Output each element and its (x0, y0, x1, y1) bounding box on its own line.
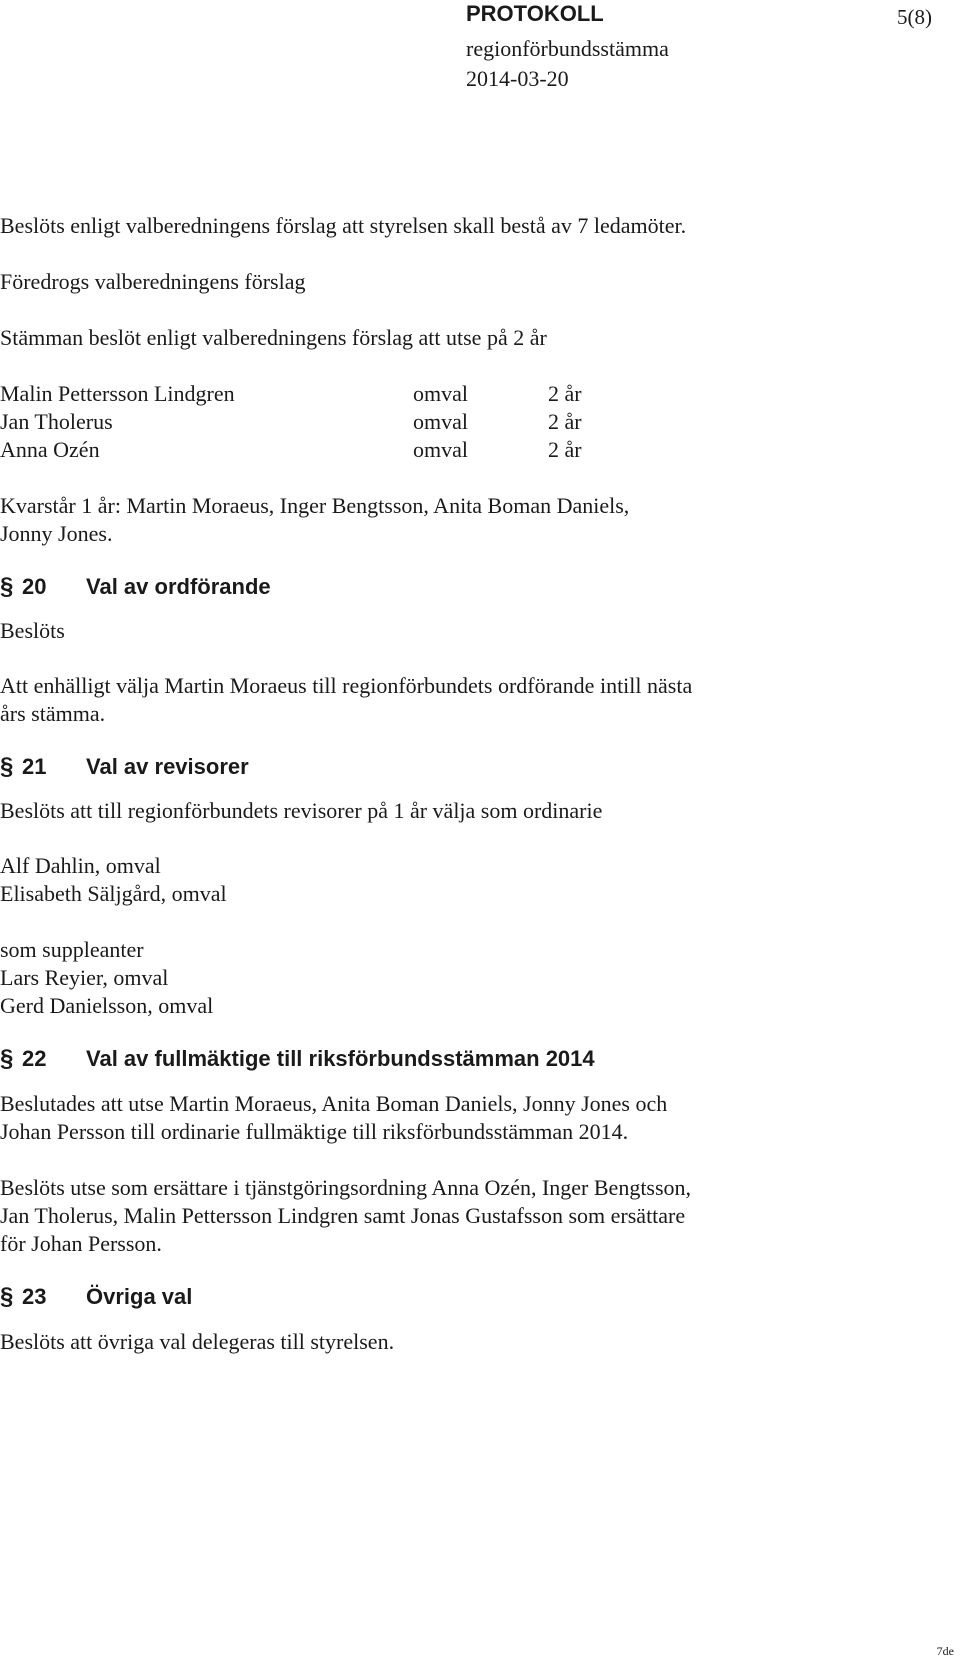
elected-row (0, 409, 800, 435)
elected-term: 2 år (548, 381, 582, 406)
deputies-label: som suppleanter (0, 937, 144, 962)
s20-decision-text-cont: års stämma. (0, 701, 106, 726)
deputy-item: Lars Reyier, omval (0, 965, 169, 990)
elected-type: omval (413, 381, 468, 406)
elected-row (0, 437, 800, 463)
elected-type: omval (413, 437, 468, 462)
document-type-title: PROTOKOLL (466, 1, 604, 26)
section-number: 20 (22, 574, 47, 599)
section-title: Val av ordförande (86, 574, 271, 599)
auditor-item: Elisabeth Säljgård, omval (0, 881, 227, 906)
s20-decision-text: Att enhälligt välja Martin Moraeus till regionförbundets ordförande intill nästa (0, 673, 693, 698)
s21-decision-text: Beslöts att till regionförbundets revisorer på 1 år välja som ordinarie (0, 798, 603, 823)
section-heading-23 (0, 1283, 700, 1313)
s22-substitutes-text-end: för Johan Persson. (0, 1231, 162, 1256)
section-heading-22 (0, 1045, 800, 1075)
s23-decision-text: Beslöts att övriga val delegeras till styrelsen. (0, 1329, 395, 1354)
section-title: Val av fullmäktige till riksförbundsstämman 2014 (86, 1046, 595, 1071)
s20-decision-label: Beslöts (0, 618, 65, 643)
s22-delegates-text: Beslutades att utse Martin Moraeus, Anita Boman Daniels, Jonny Jones och (0, 1091, 668, 1116)
section-title: Val av revisorer (86, 754, 249, 779)
auditor-item: Alf Dahlin, omval (0, 853, 161, 878)
meeting-name: regionförbundsstämma (466, 36, 669, 61)
elected-term: 2 år (548, 409, 582, 434)
section-number: 22 (22, 1046, 47, 1071)
meeting-date: 2014-03-20 (466, 66, 569, 91)
section-title: Övriga val (86, 1284, 193, 1309)
section-number: 23 (22, 1284, 47, 1309)
intro-proposal-text: Föredrogs valberedningens förslag (0, 269, 306, 294)
elected-row (0, 381, 800, 407)
section-number: 21 (22, 754, 47, 779)
elected-type: omval (413, 409, 468, 434)
deputy-item: Gerd Danielsson, omval (0, 993, 214, 1018)
section-symbol: § (0, 1045, 14, 1072)
s22-substitutes-text-cont: Jan Tholerus, Malin Pettersson Lindgren samt Jonas Gustafsson som ersättare (0, 1203, 686, 1228)
page-number: 5(8) (897, 5, 932, 29)
section-symbol: § (0, 1283, 14, 1310)
s22-substitutes-text: Beslöts utse som ersättare i tjänstgöringsordning Anna Ozén, Inger Bengtsson, (0, 1175, 692, 1200)
elected-name: Anna Ozén (0, 437, 100, 462)
s22-delegates-text-cont: Johan Persson till ordinarie fullmäktige till riksförbundsstämman 2014. (0, 1119, 629, 1144)
remaining-members-text-cont: Jonny Jones. (0, 521, 113, 546)
remaining-members-text: Kvarstår 1 år: Martin Moraeus, Inger Bengtsson, Anita Boman Daniels, (0, 493, 630, 518)
section-heading-21 (0, 753, 700, 783)
section-heading-20 (0, 573, 700, 603)
elected-name: Jan Tholerus (0, 409, 113, 434)
section-symbol: § (0, 573, 14, 600)
elected-term: 2 år (548, 437, 582, 462)
intro-election-text: Stämman beslöt enligt valberedningens förslag att utse på 2 år (0, 325, 547, 350)
section-symbol: § (0, 753, 14, 780)
footer-code: 7de (936, 1644, 954, 1658)
intro-decision-text: Beslöts enligt valberedningens förslag att styrelsen skall bestå av 7 ledamöter. (0, 213, 687, 238)
elected-name: Malin Pettersson Lindgren (0, 381, 235, 406)
